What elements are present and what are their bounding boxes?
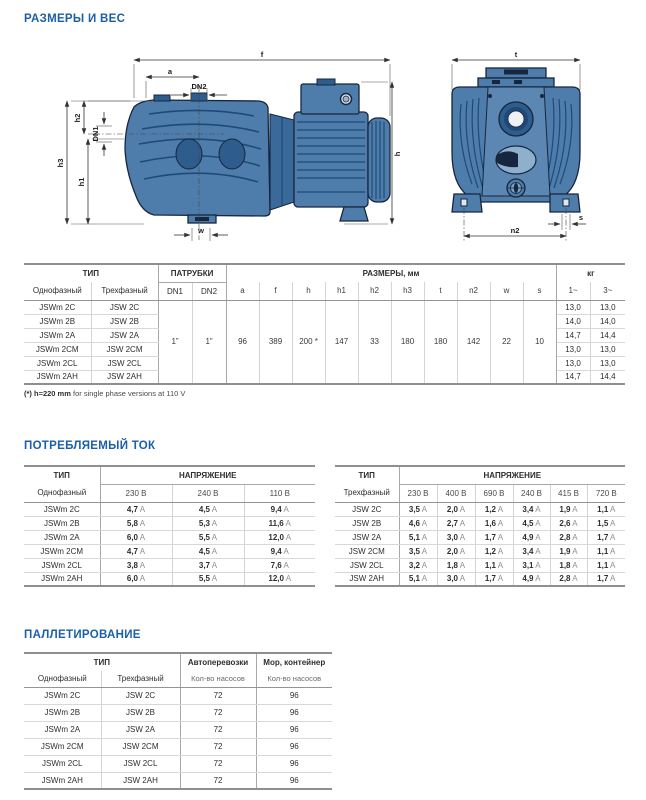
col-header-voltage: 690 В bbox=[475, 484, 513, 502]
pallet-count-cell: 72 bbox=[180, 687, 256, 704]
col-header-single-phase: Однофазный bbox=[24, 671, 101, 687]
type-cell: JSWm 2CL bbox=[24, 558, 100, 572]
dim-value-cell: 200 * bbox=[292, 300, 325, 384]
footnote-rest: for single phase versions at 110 V bbox=[70, 389, 186, 398]
col-header-dn2: DN2 bbox=[192, 282, 226, 300]
section-title-palletizing: ПАЛЛЕТИРОВАНИЕ bbox=[24, 629, 141, 641]
current-value-cell: 3,4 A bbox=[513, 544, 550, 558]
col-header-f: f bbox=[259, 282, 292, 300]
table-row bbox=[335, 516, 625, 530]
pallet-count-cell: 96 bbox=[256, 704, 332, 721]
col-header-sea-container: Мор, контейнер bbox=[256, 653, 332, 671]
current-value-cell: 4,5 A bbox=[172, 544, 244, 558]
table-row bbox=[24, 558, 315, 572]
pump-side-illustration bbox=[125, 79, 390, 223]
current-value-cell: 6,0 A bbox=[100, 530, 172, 544]
col-header-voltage: 230 В bbox=[399, 484, 437, 502]
dim-label-w: w bbox=[198, 226, 204, 235]
type-cell: JSW 2AH bbox=[335, 572, 399, 586]
current-value-cell: 9,4 A bbox=[244, 544, 315, 558]
col-header-s: s bbox=[523, 282, 556, 300]
current-value-cell: 12,0 A bbox=[244, 572, 315, 586]
current-value-cell: 2,8 A bbox=[550, 530, 587, 544]
priming-plug bbox=[154, 95, 170, 101]
table-row bbox=[24, 484, 315, 502]
pallet-count-cell: 72 bbox=[180, 755, 256, 772]
table-row bbox=[335, 572, 625, 586]
type-cell: JSWm 2A bbox=[24, 530, 100, 544]
group-header-voltage: НАПРЯЖЕНИЕ bbox=[399, 466, 625, 484]
current-value-cell: 1,6 A bbox=[475, 516, 513, 530]
group-header-type: ТИП bbox=[24, 264, 158, 282]
current-value-cell: 4,5 A bbox=[172, 502, 244, 516]
shared-dn1-cell: 1” bbox=[158, 300, 192, 384]
dim-label-h3: h3 bbox=[56, 158, 65, 168]
current-value-cell: 11,6 A bbox=[244, 516, 315, 530]
current-value-cell: 5,5 A bbox=[172, 530, 244, 544]
current-value-cell: 2,0 A bbox=[437, 502, 475, 516]
pallet-count-cell: 96 bbox=[256, 687, 332, 704]
kg-cell: 14,4 bbox=[599, 372, 616, 382]
pallet-count-cell: 96 bbox=[256, 721, 332, 738]
table-row bbox=[24, 300, 625, 314]
pallet-count-cell: 96 bbox=[256, 772, 332, 789]
current-value-cell: 2,7 A bbox=[437, 516, 475, 530]
col-header-road-transport: Автоперевозки bbox=[180, 653, 256, 671]
type-cell: JSWm 2CM bbox=[24, 544, 100, 558]
type-cell: JSWm 2B bbox=[24, 516, 100, 530]
current-value-cell: 3,2 A bbox=[399, 558, 437, 572]
table-row bbox=[335, 544, 625, 558]
type-cell-three: JSW 2AH bbox=[101, 772, 180, 789]
table-row bbox=[24, 671, 332, 687]
col-header-voltage: 240 В bbox=[172, 484, 244, 502]
type-cell-three: JSW 2CL bbox=[91, 356, 158, 370]
section-title-current: ПОТРЕБЛЯЕМЫЙ ТОК bbox=[24, 440, 156, 452]
pallet-count-cell: 96 bbox=[256, 755, 332, 772]
dim-label-f: f bbox=[260, 50, 264, 59]
dim-label-dn2: DN2 bbox=[191, 82, 207, 91]
type-cell: JSW 2CL bbox=[335, 558, 399, 572]
col-header-h2: h2 bbox=[358, 282, 391, 300]
pallet-count-cell: 96 bbox=[256, 738, 332, 755]
current-value-cell: 3,8 A bbox=[100, 558, 172, 572]
kg-cell: 13,0 bbox=[590, 342, 625, 356]
type-cell: JSW 2A bbox=[335, 530, 399, 544]
type-cell-single: JSWm 2CM bbox=[24, 738, 101, 755]
group-header-sizes: РАЗМЕРЫ, мм bbox=[226, 264, 556, 282]
dimensions-table bbox=[24, 263, 625, 385]
col-header-voltage: 230 В bbox=[100, 484, 172, 502]
dim-value-cell: 180 bbox=[391, 300, 424, 384]
current-value-cell: 1,7 A bbox=[475, 530, 513, 544]
current-value-cell: 4,9 A bbox=[513, 530, 550, 544]
type-cell-single: JSWm 2C bbox=[24, 687, 101, 704]
dim-label-h2: h2 bbox=[73, 113, 82, 123]
current-value-cell: 1,2 A bbox=[475, 544, 513, 558]
table-row bbox=[335, 466, 625, 484]
table-row bbox=[24, 687, 332, 704]
dim-label-a: a bbox=[167, 67, 173, 76]
current-value-cell: 3,0 A bbox=[437, 530, 475, 544]
motor-housing bbox=[294, 112, 368, 207]
current-value-cell: 2,0 A bbox=[437, 544, 475, 558]
table-row bbox=[24, 572, 315, 586]
section-title-dimensions: РАЗМЕРЫ И ВЕС bbox=[24, 13, 126, 25]
col-header-voltage: 240 В bbox=[513, 484, 550, 502]
col-subheader-pump-count: Кол-во насосов bbox=[256, 671, 332, 687]
col-header-n2: n2 bbox=[457, 282, 490, 300]
dim-value-cell: 147 bbox=[325, 300, 358, 384]
group-header-type: ТИП bbox=[24, 466, 100, 484]
kg-cell: 14,4 bbox=[590, 328, 625, 342]
table-row bbox=[335, 530, 625, 544]
current-value-cell: 1,1 A bbox=[587, 544, 625, 558]
current-value-cell: 4,5 A bbox=[513, 516, 550, 530]
current-value-cell: 2,8 A bbox=[550, 572, 587, 586]
dim-value-cell: 96 bbox=[226, 300, 259, 384]
group-header-type: ТИП bbox=[93, 658, 110, 667]
current-value-cell: 1,1 A bbox=[587, 502, 625, 516]
col-header-single-phase: Однофазный bbox=[24, 282, 91, 300]
table-row bbox=[24, 516, 315, 530]
type-cell: JSWm 2AH bbox=[24, 572, 100, 586]
type-cell-three: JSW 2C bbox=[91, 300, 158, 314]
col-header-h3: h3 bbox=[391, 282, 424, 300]
pump-side-view-drawing bbox=[54, 44, 406, 252]
col-header-three-phase: Трехфазный bbox=[101, 671, 180, 687]
current-value-cell: 1,7 A bbox=[587, 572, 625, 586]
type-cell-single: JSWm 2A bbox=[24, 328, 91, 342]
table-row bbox=[24, 772, 332, 789]
pallet-count-cell: 72 bbox=[180, 721, 256, 738]
motor-foot bbox=[340, 207, 368, 221]
col-header-kg3: 3~ bbox=[590, 282, 625, 300]
current-value-cell: 2,6 A bbox=[550, 516, 587, 530]
current-value-cell: 1,2 A bbox=[475, 502, 513, 516]
kg-cell: 13,0 bbox=[556, 342, 590, 356]
current-value-cell: 5,8 A bbox=[100, 516, 172, 530]
col-header-voltage: 110 В bbox=[244, 484, 315, 502]
type-cell-three: JSW 2CL bbox=[101, 755, 180, 772]
current-value-cell: 5,3 A bbox=[172, 516, 244, 530]
kg-cell: 14,0 bbox=[590, 314, 625, 328]
kg-cell: 13,0 bbox=[590, 300, 625, 314]
current-value-cell: 1,5 A bbox=[587, 516, 625, 530]
col-header-voltage: 720 В bbox=[587, 484, 625, 502]
dim-label-dn1: DN1 bbox=[91, 126, 100, 142]
type-cell-single: JSWm 2CL bbox=[24, 755, 101, 772]
type-cell: JSWm 2C bbox=[24, 502, 100, 516]
current-value-cell: 4,9 A bbox=[513, 572, 550, 586]
col-header-three-phase: Трехфазный bbox=[335, 484, 399, 502]
col-header-voltage: 415 В bbox=[550, 484, 587, 502]
current-value-cell: 5,1 A bbox=[408, 574, 428, 584]
type-cell-three: JSW 2C bbox=[101, 687, 180, 704]
dimensions-footnote bbox=[24, 389, 185, 398]
current-table-three-phase bbox=[335, 465, 625, 587]
table-row bbox=[24, 282, 625, 300]
dim-value-cell: 22 bbox=[490, 300, 523, 384]
dim-value-cell: 10 bbox=[523, 300, 556, 384]
col-subheader-pump-count: Кол-во насосов bbox=[180, 671, 256, 687]
group-header-type: ТИП bbox=[335, 466, 399, 484]
table-row bbox=[24, 653, 332, 671]
current-value-cell: 5,1 A bbox=[399, 530, 437, 544]
col-header-h: h bbox=[292, 282, 325, 300]
pallet-count-cell: 72 bbox=[180, 738, 256, 755]
table-row bbox=[24, 466, 315, 484]
type-cell-three: JSW 2B bbox=[91, 314, 158, 328]
kg-cell: 13,0 bbox=[590, 356, 625, 370]
palletizing-table bbox=[24, 652, 332, 790]
table-row bbox=[24, 530, 315, 544]
table-row bbox=[24, 755, 332, 772]
col-header-kg1: 1~ bbox=[556, 282, 590, 300]
current-value-cell: 1,7 A bbox=[475, 572, 513, 586]
type-cell-three: JSW 2A bbox=[101, 721, 180, 738]
kg-cell: 14,7 bbox=[556, 370, 590, 384]
current-value-cell: 4,6 A bbox=[399, 516, 437, 530]
table-row bbox=[335, 502, 625, 516]
type-cell-three: JSW 2B bbox=[101, 704, 180, 721]
current-value-cell: 9,4 A bbox=[244, 502, 315, 516]
dim-label-t: t bbox=[514, 50, 518, 59]
current-value-cell: 3,7 A bbox=[172, 558, 244, 572]
table-row bbox=[24, 704, 332, 721]
type-cell-three: JSW 2CM bbox=[91, 342, 158, 356]
group-header-kg: кг bbox=[587, 269, 595, 278]
pallet-count-cell: 72 bbox=[180, 772, 256, 789]
current-value-cell: 1,7 A bbox=[587, 530, 625, 544]
current-value-cell: 12,0 A bbox=[244, 530, 315, 544]
dim-label-n2: n2 bbox=[510, 226, 520, 235]
current-value-cell: 1,1 A bbox=[475, 558, 513, 572]
kg-cell: 13,0 bbox=[556, 356, 590, 370]
pump-front-illustration bbox=[452, 68, 580, 212]
table-row bbox=[24, 721, 332, 738]
shared-dn2-cell: 1” bbox=[192, 300, 226, 384]
current-table-single-phase bbox=[24, 465, 315, 587]
col-header-a: a bbox=[226, 282, 259, 300]
dim-label-s: s bbox=[578, 213, 584, 222]
dim-label-h1: h1 bbox=[77, 177, 86, 187]
current-value-cell: 7,6 A bbox=[244, 558, 315, 572]
type-cell-single: JSWm 2A bbox=[24, 721, 101, 738]
current-value-cell: 1,8 A bbox=[437, 558, 475, 572]
dim-value-cell: 180 bbox=[424, 300, 457, 384]
type-cell-three: JSW 2A bbox=[91, 328, 158, 342]
type-cell-single: JSWm 2CM bbox=[24, 342, 91, 356]
col-header-three-phase: Трехфазный bbox=[91, 282, 158, 300]
col-header-t: t bbox=[424, 282, 457, 300]
current-value-cell: 1,9 A bbox=[550, 544, 587, 558]
current-value-cell: 4,7 A bbox=[100, 544, 172, 558]
table-row bbox=[24, 502, 315, 516]
group-header-ports: ПАТРУБКИ bbox=[158, 264, 226, 282]
current-value-cell: 4,7 A bbox=[100, 502, 172, 516]
type-cell-single: JSWm 2AH bbox=[41, 775, 83, 785]
type-cell-three: JSW 2CM bbox=[101, 738, 180, 755]
dim-value-cell: 389 bbox=[259, 300, 292, 384]
table-row bbox=[335, 558, 625, 572]
kg-cell: 14,7 bbox=[556, 328, 590, 342]
current-value-cell: 3,0 A bbox=[437, 572, 475, 586]
current-value-cell: 3,4 A bbox=[513, 502, 550, 516]
col-header-voltage: 400 В bbox=[437, 484, 475, 502]
type-cell-single: JSWm 2CL bbox=[24, 356, 91, 370]
current-value-cell: 1,8 A bbox=[550, 558, 587, 572]
current-value-cell: 1,1 A bbox=[587, 558, 625, 572]
col-header-dn1: DN1 bbox=[158, 282, 192, 300]
dim-value-cell: 33 bbox=[358, 300, 391, 384]
current-value-cell: 3,5 A bbox=[399, 502, 437, 516]
group-header-voltage: НАПРЯЖЕНИЕ bbox=[100, 466, 315, 484]
dim-label-h: h bbox=[393, 151, 402, 157]
table-row bbox=[335, 484, 625, 502]
type-cell-three: JSW 2AH bbox=[91, 370, 158, 384]
fan-cover bbox=[368, 118, 390, 202]
kg-cell: 13,0 bbox=[556, 300, 590, 314]
current-value-cell: 5,5 A bbox=[172, 572, 244, 586]
left-bolt-slot bbox=[461, 199, 467, 206]
type-cell: JSW 2B bbox=[335, 516, 399, 530]
pump-front-view-drawing bbox=[428, 44, 624, 252]
table-row bbox=[24, 264, 625, 282]
footnote-bold: (*) h=220 mm bbox=[24, 389, 71, 398]
type-cell-single: JSWm 2C bbox=[24, 300, 91, 314]
pallet-count-cell: 72 bbox=[180, 704, 256, 721]
current-value-cell: 3,5 A bbox=[399, 544, 437, 558]
type-cell-single: JSWm 2B bbox=[24, 704, 101, 721]
type-cell-single: JSWm 2AH bbox=[24, 370, 91, 384]
col-header-w: w bbox=[490, 282, 523, 300]
col-header-h1: h1 bbox=[325, 282, 358, 300]
current-value-cell: 3,1 A bbox=[513, 558, 550, 572]
kg-cell: 14,0 bbox=[556, 314, 590, 328]
right-bolt-slot bbox=[563, 199, 569, 206]
current-value-cell: 1,9 A bbox=[550, 502, 587, 516]
table-row bbox=[24, 544, 315, 558]
col-header-single-phase: Однофазный bbox=[24, 484, 100, 502]
type-cell: JSW 2C bbox=[335, 502, 399, 516]
current-value-cell: 6,0 A bbox=[126, 574, 146, 584]
type-cell-single: JSWm 2B bbox=[24, 314, 91, 328]
table-row bbox=[24, 738, 332, 755]
dim-value-cell: 142 bbox=[457, 300, 490, 384]
type-cell: JSW 2CM bbox=[335, 544, 399, 558]
